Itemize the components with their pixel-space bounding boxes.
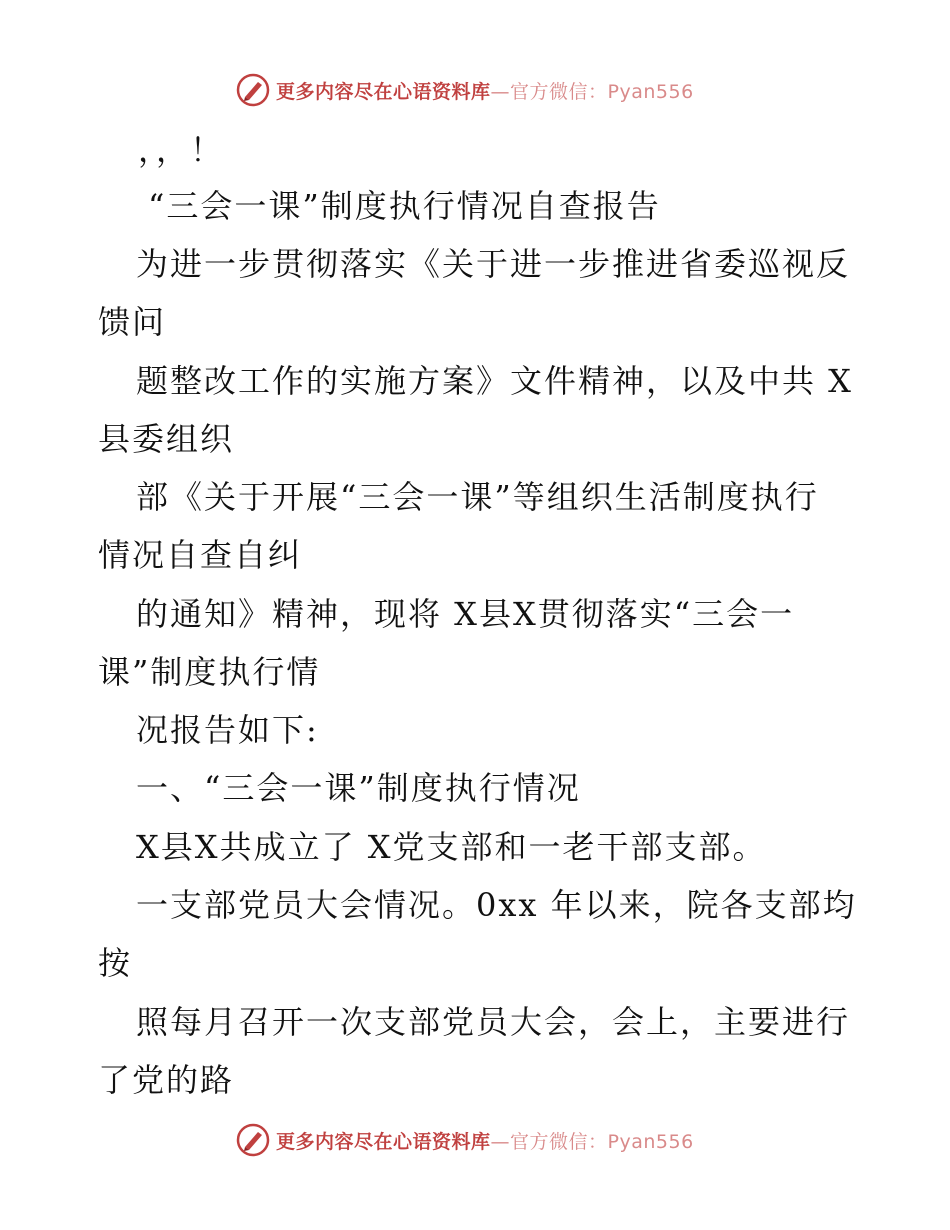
paragraph-line: 一支部党员大会情况。0xx 年以来，院各支部均 — [136, 886, 857, 924]
paragraph-line: 了党的路 — [98, 1061, 235, 1099]
banner-site-text: 更多内容尽在心语资料库 — [276, 80, 491, 103]
paragraph-line: 的通知》精神，现将 X县X贯彻落实“三会一 — [136, 595, 795, 633]
paragraph-line: 馈问 — [98, 303, 167, 341]
punctuation-line: ，，！ — [138, 131, 225, 169]
paragraph-line: 按 — [98, 944, 133, 982]
pen-logo-icon — [236, 73, 270, 107]
paragraph-line: 照每月召开一次支部党员大会，会上，主要进行 — [136, 1003, 851, 1041]
banner-separator: — — [490, 80, 511, 103]
paragraph-line: 课”制度执行情 — [98, 653, 321, 691]
paragraph-line: 部《关于开展“三会一课”等组织生活制度执行 — [136, 478, 819, 516]
banner-wechat-id: Pyan556 — [607, 1130, 694, 1153]
paragraph-line: 况报告如下: — [136, 711, 319, 749]
banner-separator: — — [490, 1130, 511, 1153]
paragraph-line: 题整改工作的实施方案》文件精神，以及中共 X — [136, 362, 853, 400]
footer-watermark-banner — [236, 1122, 756, 1158]
banner-wechat-label: 官方微信： — [510, 1130, 608, 1153]
paragraph-line: 为进一步贯彻落实《关于进一步推进省委巡视反 — [136, 245, 851, 283]
banner-wechat-id: Pyan556 — [607, 80, 694, 103]
paragraph-line: 情况自查自纠 — [98, 536, 303, 574]
banner-text — [276, 1127, 694, 1154]
paragraph-line: X县X共成立了 X党支部和一老干部支部。 — [136, 828, 767, 866]
section-heading: 一、“三会一课”制度执行情况 — [136, 769, 581, 807]
pen-logo-icon — [236, 1123, 270, 1157]
banner-wechat-label: 官方微信： — [510, 80, 608, 103]
paragraph-line: 县委组织 — [98, 420, 235, 458]
banner-text — [276, 77, 694, 104]
header-watermark-banner — [236, 72, 756, 108]
banner-site-text: 更多内容尽在心语资料库 — [276, 1130, 491, 1153]
document-title: “三会一课”制度执行情况自查报告 — [148, 187, 661, 225]
